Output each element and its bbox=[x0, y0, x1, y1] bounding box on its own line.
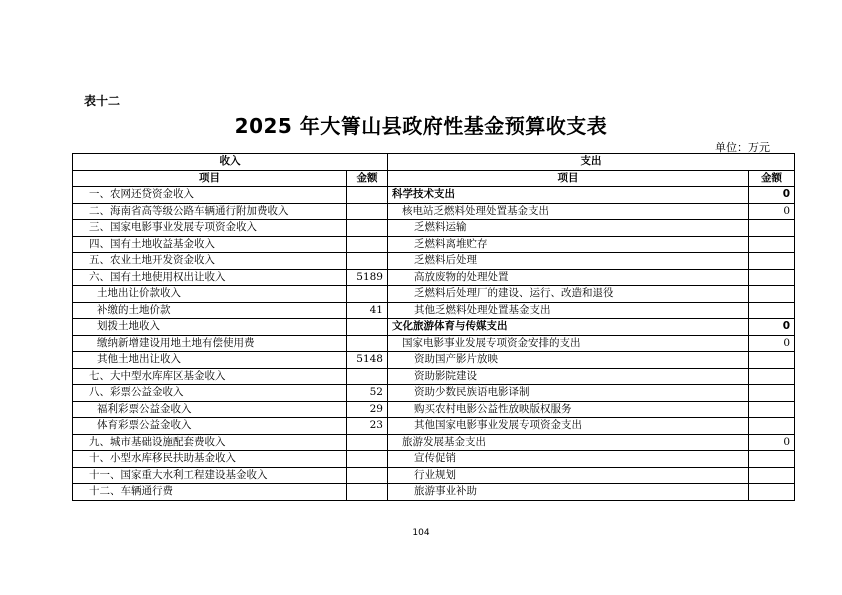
expense-header: 支出 bbox=[388, 154, 795, 171]
expense-item: 科学技术支出 bbox=[388, 187, 749, 204]
table-row bbox=[73, 319, 795, 336]
table-row bbox=[73, 335, 795, 352]
income-item: 一、农网还贷资金收入 bbox=[73, 187, 347, 204]
income-amount bbox=[347, 253, 388, 270]
income-amount bbox=[347, 434, 388, 451]
expense-amount: 0 bbox=[749, 187, 795, 204]
table-row bbox=[73, 368, 795, 385]
income-amount bbox=[347, 335, 388, 352]
table-row bbox=[73, 401, 795, 418]
income-item: 缴纳新增建设用地土地有偿使用费 bbox=[73, 335, 347, 352]
income-item: 四、国有土地收益基金收入 bbox=[73, 236, 347, 253]
income-amount: 52 bbox=[347, 385, 388, 402]
expense-item: 乏燃料后处理 bbox=[388, 253, 749, 270]
income-amount: 41 bbox=[347, 302, 388, 319]
expense-amount bbox=[749, 368, 795, 385]
expense-amount bbox=[749, 220, 795, 237]
expense-amount: 0 bbox=[749, 203, 795, 220]
income-amount: 23 bbox=[347, 418, 388, 435]
expense-item: 国家电影事业发展专项资金安排的支出 bbox=[388, 335, 749, 352]
income-item: 八、彩票公益金收入 bbox=[73, 385, 347, 402]
expense-item: 购买农村电影公益性放映版权服务 bbox=[388, 401, 749, 418]
table-header-row bbox=[73, 154, 795, 171]
table-row bbox=[73, 352, 795, 369]
table-row bbox=[73, 418, 795, 435]
income-item: 福利彩票公益金收入 bbox=[73, 401, 347, 418]
income-item: 二、海南省高等级公路车辆通行附加费收入 bbox=[73, 203, 347, 220]
income-item: 十、小型水库移民扶助基金收入 bbox=[73, 451, 347, 468]
income-amount bbox=[347, 236, 388, 253]
income-item: 五、农业土地开发资金收入 bbox=[73, 253, 347, 270]
expense-item: 文化旅游体育与传媒支出 bbox=[388, 319, 749, 336]
table-number-label: 表十二 bbox=[84, 94, 121, 108]
table-subheader-row bbox=[73, 170, 795, 187]
income-item: 九、城市基础设施配套费收入 bbox=[73, 434, 347, 451]
table-row bbox=[73, 302, 795, 319]
expense-item: 乏燃料后处理厂的建设、运行、改造和退役 bbox=[388, 286, 749, 303]
table-row bbox=[73, 220, 795, 237]
income-item: 六、国有土地使用权出让收入 bbox=[73, 269, 347, 286]
income-item-header: 项目 bbox=[73, 170, 347, 187]
income-item: 其他土地出让收入 bbox=[73, 352, 347, 369]
expense-amount: 0 bbox=[749, 434, 795, 451]
expense-amount bbox=[749, 302, 795, 319]
income-amount-header: 金额 bbox=[347, 170, 388, 187]
expense-amount-header: 金额 bbox=[749, 170, 795, 187]
expense-item: 宣传促销 bbox=[388, 451, 749, 468]
income-item: 十二、车辆通行费 bbox=[73, 484, 347, 501]
expense-amount bbox=[749, 253, 795, 270]
expense-item: 其他乏燃料处理处置基金支出 bbox=[388, 302, 749, 319]
budget-table bbox=[72, 153, 795, 501]
expense-item: 乏燃料离堆贮存 bbox=[388, 236, 749, 253]
income-amount bbox=[347, 286, 388, 303]
table-row bbox=[73, 269, 795, 286]
income-item: 七、大中型水库库区基金收入 bbox=[73, 368, 347, 385]
income-header: 收入 bbox=[73, 154, 388, 171]
income-item: 划拨土地收入 bbox=[73, 319, 347, 336]
income-amount: 5189 bbox=[347, 269, 388, 286]
table-row bbox=[73, 467, 795, 484]
expense-amount bbox=[749, 385, 795, 402]
expense-amount bbox=[749, 269, 795, 286]
expense-amount bbox=[749, 401, 795, 418]
page-title: 2025 年大箐山县政府性基金预算收支表 bbox=[234, 114, 608, 138]
income-amount bbox=[347, 220, 388, 237]
expense-item: 旅游发展基金支出 bbox=[388, 434, 749, 451]
table-row bbox=[73, 385, 795, 402]
expense-amount bbox=[749, 286, 795, 303]
unit-label: 单位：万元 bbox=[715, 141, 770, 154]
table-row bbox=[73, 253, 795, 270]
expense-amount bbox=[749, 467, 795, 484]
expense-item-header: 项目 bbox=[388, 170, 749, 187]
expense-item: 高放废物的处理处置 bbox=[388, 269, 749, 286]
expense-item: 旅游事业补助 bbox=[388, 484, 749, 501]
income-amount bbox=[347, 368, 388, 385]
table-row bbox=[73, 451, 795, 468]
table-row bbox=[73, 236, 795, 253]
expense-item: 行业规划 bbox=[388, 467, 749, 484]
expense-item: 核电站乏燃料处理处置基金支出 bbox=[388, 203, 749, 220]
table-row bbox=[73, 203, 795, 220]
income-amount: 29 bbox=[347, 401, 388, 418]
income-amount bbox=[347, 467, 388, 484]
expense-amount bbox=[749, 418, 795, 435]
expense-amount bbox=[749, 484, 795, 501]
table-row bbox=[73, 484, 795, 501]
expense-item: 乏燃料运输 bbox=[388, 220, 749, 237]
income-item: 土地出让价款收入 bbox=[73, 286, 347, 303]
income-item: 三、国家电影事业发展专项资金收入 bbox=[73, 220, 347, 237]
table-row bbox=[73, 434, 795, 451]
expense-amount: 0 bbox=[749, 319, 795, 336]
income-item: 十一、国家重大水利工程建设基金收入 bbox=[73, 467, 347, 484]
expense-item: 其他国家电影事业发展专项资金支出 bbox=[388, 418, 749, 435]
expense-amount bbox=[749, 236, 795, 253]
table-row bbox=[73, 187, 795, 204]
expense-amount bbox=[749, 352, 795, 369]
income-item: 补缴的土地价款 bbox=[73, 302, 347, 319]
income-amount bbox=[347, 451, 388, 468]
expense-item: 资助国产影片放映 bbox=[388, 352, 749, 369]
page-number: 104 bbox=[412, 528, 430, 538]
income-item: 体育彩票公益金收入 bbox=[73, 418, 347, 435]
table-row bbox=[73, 286, 795, 303]
income-amount bbox=[347, 203, 388, 220]
income-amount bbox=[347, 484, 388, 501]
expense-amount bbox=[749, 451, 795, 468]
income-amount bbox=[347, 187, 388, 204]
expense-item: 资助影院建设 bbox=[388, 368, 749, 385]
income-amount bbox=[347, 319, 388, 336]
expense-item: 资助少数民族语电影译制 bbox=[388, 385, 749, 402]
income-amount: 5148 bbox=[347, 352, 388, 369]
expense-amount: 0 bbox=[749, 335, 795, 352]
